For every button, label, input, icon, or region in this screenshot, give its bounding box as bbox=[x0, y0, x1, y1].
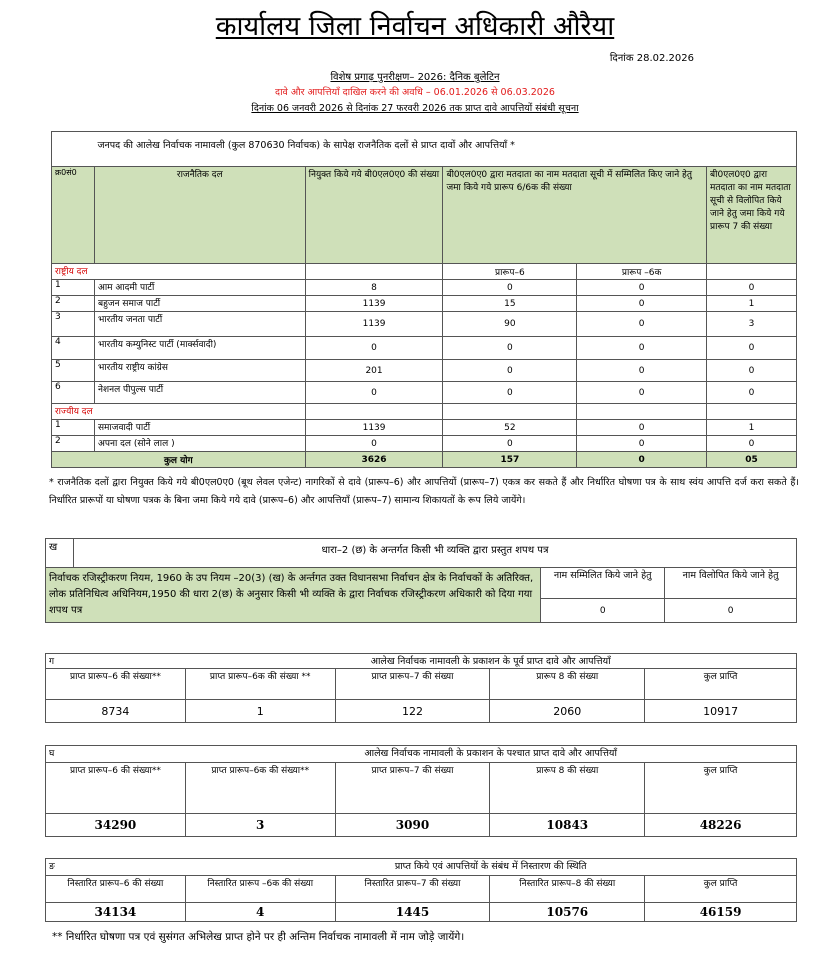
section-gha-label: घ bbox=[46, 746, 186, 763]
row-bla: 201 bbox=[305, 360, 443, 382]
row-sn: 1 bbox=[52, 420, 95, 436]
table-row bbox=[52, 296, 797, 312]
row-f6: 0 bbox=[443, 382, 577, 404]
col-bla: नियुक्त किये गये बी0एल0ए0 की संख्या bbox=[305, 167, 443, 264]
row-f6: 52 bbox=[443, 420, 577, 436]
row-sn: 4 bbox=[52, 337, 95, 360]
row-f6: 0 bbox=[443, 360, 577, 382]
row-party: भारतीय जनता पार्टी bbox=[94, 312, 305, 337]
value-cell: 34134 bbox=[46, 903, 186, 922]
table-row bbox=[52, 337, 797, 360]
col-header: निस्तारित प्रारूप –6क की संख्या bbox=[185, 876, 335, 903]
table-row bbox=[52, 312, 797, 337]
total-label: कुल योग bbox=[52, 452, 306, 468]
col-include: नाम सम्मिलित किये जाने हेतु bbox=[541, 568, 665, 599]
row-bla: 0 bbox=[305, 382, 443, 404]
affidavit-description: निर्वाचक रजिस्ट्रीकरण नियम, 1960 के उप नियम –20(3) (ख) के अर्न्तगत उक्त विधानसभा निर्वाचन क्षेत्र के निर्वाचकों के अतिरिक्त, लोक प्रतिनिधित्व अधिनियम,1950 की धारा 2(छ) के अनुसार किसी भी व्यक्ति के द्वारा निर्वाचक रजिस्ट्रीकरण अधिकारी को दिया गया शपथ पत्र bbox=[46, 568, 541, 623]
row-f6k: 0 bbox=[577, 337, 707, 360]
row-party: आम आदमी पार्टी bbox=[94, 280, 305, 296]
table-row bbox=[52, 436, 797, 452]
col-header: कुल प्राप्ति bbox=[645, 876, 797, 903]
value-cell: 10917 bbox=[645, 700, 797, 723]
row-f6k: 0 bbox=[577, 360, 707, 382]
footnote: ** निर्धारित घोषणा पत्र एवं सुसंगत अभिलेख प्राप्त होने पर ही अन्तिम निर्वाचक नामावली में नाम जोड़े जायेंगे। bbox=[52, 931, 465, 943]
value-cell: 4 bbox=[185, 903, 335, 922]
value-cell: 46159 bbox=[645, 903, 797, 922]
row-bla: 1139 bbox=[305, 296, 443, 312]
row-f6: 90 bbox=[443, 312, 577, 337]
col-header: निस्तारित प्रारूप–7 की संख्या bbox=[335, 876, 490, 903]
row-f6: 0 bbox=[443, 436, 577, 452]
row-f7: 3 bbox=[707, 312, 797, 337]
report-range: दिनांक 06 जनवरी 2026 से दिनांक 27 फरवरी 2026 तक प्राप्त दावे आपत्तियों संबंधी सूचना bbox=[251, 103, 579, 114]
row-sn: 2 bbox=[52, 436, 95, 452]
col-header: प्राप्त प्रारूप–6 की संख्या** bbox=[46, 669, 186, 700]
section-da-label: ङ bbox=[46, 859, 186, 876]
row-bla: 1139 bbox=[305, 420, 443, 436]
pre-publication-table bbox=[45, 653, 797, 723]
party-claims-table bbox=[51, 131, 797, 468]
post-publication-table bbox=[45, 745, 797, 837]
col-exclude: नाम विलोपित किये जाने हेतु bbox=[665, 568, 797, 599]
row-sn: 1 bbox=[52, 280, 95, 296]
form6k-label: प्रारूप –6क bbox=[577, 264, 707, 280]
party-note: * राजनैतिक दलों द्वारा नियुक्त किये गये बी0एल0ए0 (बूथ लेवल एजेन्ट) नागरिकों से दावे (प्रारूप–6) और आपत्तियों (प्रारूप–7) एकत्र कर सकते हैं और निर्धारित घोषणा पत्र के साथ स्वंय आपत्ति दर्ज करा सकते हैं। निर्धारित प्रारूपों या घोषणा पत्रक के बिना जमा किये गये दावे (प्रारूप–6) और आपत्तियाँ (प्रारूप–7) सामान्य शिकायतों के रूप लिये जायेंगे। bbox=[49, 477, 799, 506]
col-delete: बी0एल0ए0 द्वारा मतदाता का नाम मतदाता सूची से विलोपित किये जाने हेतु जमा किये गये प्रारूप 7 की संख्या bbox=[707, 167, 797, 264]
row-party: भारतीय राष्ट्रीय कांग्रेस bbox=[94, 360, 305, 382]
value-cell: 8734 bbox=[46, 700, 186, 723]
row-sn: 3 bbox=[52, 312, 95, 337]
row-f7: 0 bbox=[707, 382, 797, 404]
val-include: 0 bbox=[541, 599, 665, 623]
row-f6k: 0 bbox=[577, 280, 707, 296]
val-exclude: 0 bbox=[665, 599, 797, 623]
claims-period: दावे और आपत्तियाँ दाखिल करने की अवधि – 06.01.2026 से 06.03.2026 bbox=[275, 87, 555, 98]
value-cell: 10576 bbox=[490, 903, 645, 922]
total-f6k: 0 bbox=[577, 452, 707, 468]
row-f7: 1 bbox=[707, 296, 797, 312]
state-label: राज्यीय दल bbox=[52, 404, 306, 420]
row-f6: 15 bbox=[443, 296, 577, 312]
bulletin-date: दिनांक 28.02.2026 bbox=[609, 53, 694, 64]
row-f6k: 0 bbox=[577, 436, 707, 452]
value-cell: 122 bbox=[335, 700, 490, 723]
col-header: कुल प्राप्ति bbox=[645, 763, 797, 814]
national-label: राष्ट्रीय दल bbox=[52, 264, 306, 280]
col-header: प्रारूप 8 की संख्या bbox=[490, 669, 645, 700]
row-f6: 0 bbox=[443, 337, 577, 360]
section-kha-label: ख bbox=[46, 539, 74, 568]
row-f6k: 0 bbox=[577, 382, 707, 404]
col-sn: क्र0सं0 bbox=[52, 167, 95, 264]
row-party: नेशनल पीपुल्स पार्टी bbox=[94, 382, 305, 404]
value-cell: 48226 bbox=[645, 814, 797, 837]
row-bla: 1139 bbox=[305, 312, 443, 337]
row-f7: 0 bbox=[707, 360, 797, 382]
value-cell: 1 bbox=[185, 700, 335, 723]
row-f7: 0 bbox=[707, 436, 797, 452]
row-bla: 8 bbox=[305, 280, 443, 296]
bulletin-subtitle: विशेष प्रगाढ़ पुनरीक्षण– 2026: दैनिक बुलेटिन bbox=[330, 72, 500, 83]
value-cell: 1445 bbox=[335, 903, 490, 922]
row-f6k: 0 bbox=[577, 312, 707, 337]
col-header: प्राप्त प्रारूप–6क की संख्या** bbox=[185, 763, 335, 814]
row-bla: 0 bbox=[305, 436, 443, 452]
col-claims: बी0एल0ए0 द्वारा मतदाता का नाम मतदाता सूची में सम्मिलित किए जाने हेतु जमा किये गये प्रारूप 6/6क की संख्या bbox=[443, 167, 707, 264]
col-header: प्राप्त प्रारूप–7 की संख्या bbox=[335, 763, 490, 814]
row-f6k: 0 bbox=[577, 420, 707, 436]
row-sn: 6 bbox=[52, 382, 95, 404]
row-f7: 1 bbox=[707, 420, 797, 436]
total-f7: 05 bbox=[707, 452, 797, 468]
row-bla: 0 bbox=[305, 337, 443, 360]
row-f6k: 0 bbox=[577, 296, 707, 312]
col-header: प्रारूप 8 की संख्या bbox=[490, 763, 645, 814]
section-kha-heading: धारा–2 (छ) के अन्तर्गत किसी भी व्यक्ति द्वारा प्रस्तुत शपथ पत्र bbox=[73, 539, 796, 568]
section-da-heading: प्राप्त किये एवं आपत्तियों के संबंध में निस्तारण की स्थिति bbox=[185, 859, 796, 876]
page-title: कार्यालय जिला निर्वाचन अधिकारी औरैया bbox=[215, 11, 615, 42]
value-cell: 34290 bbox=[46, 814, 186, 837]
col-header: निस्तारित प्रारूप–8 की संख्या bbox=[490, 876, 645, 903]
total-bla: 3626 bbox=[305, 452, 443, 468]
row-party: समाजवादी पार्टी bbox=[94, 420, 305, 436]
table-row bbox=[52, 382, 797, 404]
col-header: प्राप्त प्रारूप–7 की संख्या bbox=[335, 669, 490, 700]
total-f6: 157 bbox=[443, 452, 577, 468]
section-ga-label: ग bbox=[46, 654, 186, 669]
row-party: भारतीय कम्युनिस्ट पार्टी (मार्क्सवादी) bbox=[94, 337, 305, 360]
row-party: बहुजन समाज पार्टी bbox=[94, 296, 305, 312]
col-party: राजनैतिक दल bbox=[94, 167, 305, 264]
value-cell: 3 bbox=[185, 814, 335, 837]
section-gha-heading: आलेख निर्वाचक नामावली के प्रकाशन के पश्चात प्राप्त दावे और आपत्तियाँ bbox=[185, 746, 796, 763]
disposal-table bbox=[45, 858, 797, 922]
row-f7: 0 bbox=[707, 280, 797, 296]
value-cell: 10843 bbox=[490, 814, 645, 837]
value-cell: 2060 bbox=[490, 700, 645, 723]
row-sn: 2 bbox=[52, 296, 95, 312]
table-row bbox=[52, 420, 797, 436]
affidavit-table bbox=[45, 538, 797, 623]
section-ka-heading: जनपद की आलेख निर्वाचक नामावली (कुल 870630 निर्वाचक) के सापेक्ष राजनैतिक दलों से प्राप्त दावों और आपत्तियाँ * bbox=[94, 132, 796, 167]
col-header: निस्तारित प्रारूप–6 की संख्या bbox=[46, 876, 186, 903]
row-party: अपना दल (सोने लाल ) bbox=[94, 436, 305, 452]
section-ga-heading: आलेख निर्वाचक नामावली के प्रकाशन के पूर्व प्राप्त दावे और आपत्तियाँ bbox=[185, 654, 796, 669]
row-f7: 0 bbox=[707, 337, 797, 360]
value-cell: 3090 bbox=[335, 814, 490, 837]
form6-label: प्रारूप–6 bbox=[443, 264, 577, 280]
row-f6: 0 bbox=[443, 280, 577, 296]
col-header: प्राप्त प्रारूप–6 की संख्या** bbox=[46, 763, 186, 814]
table-row bbox=[52, 280, 797, 296]
table-row bbox=[52, 360, 797, 382]
col-header: प्राप्त प्रारूप–6क की संख्या ** bbox=[185, 669, 335, 700]
total-row bbox=[52, 452, 797, 468]
row-sn: 5 bbox=[52, 360, 95, 382]
col-header: कुल प्राप्ति bbox=[645, 669, 797, 700]
